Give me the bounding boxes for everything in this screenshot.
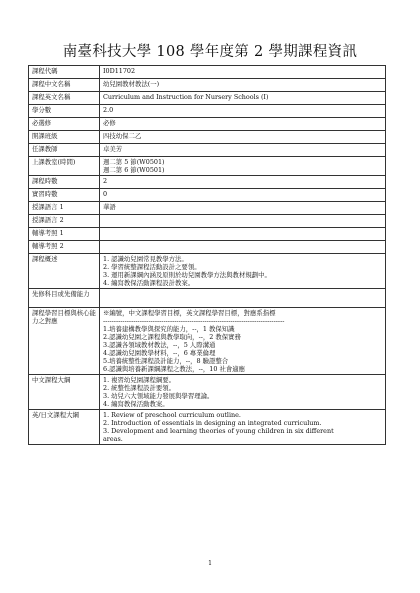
table-row (29, 215, 386, 228)
field-label: 英/日文課程大綱 (29, 410, 100, 445)
page-title: 南臺科技大學 108 學年度第 2 學期課程資訊 (62, 44, 358, 60)
field-value (100, 254, 386, 289)
field-label: 課程英文名稱 (29, 92, 100, 105)
value-line (103, 242, 382, 250)
page-number: 1 (208, 560, 212, 567)
field-value (100, 375, 386, 410)
value-line (103, 216, 382, 224)
value-line: 5.培養統整性課程設計能力，--，8 驗證整合 (103, 357, 229, 365)
value-line: 1. 複習幼兒園課程綱要。 (103, 376, 176, 384)
value-line: 華語 (103, 203, 116, 211)
value-line: I0D11702 (103, 67, 136, 75)
table-row (29, 92, 386, 105)
table-row (29, 66, 386, 79)
table-row (29, 105, 386, 118)
value-line: 四技幼保二乙 (103, 132, 142, 140)
value-line: 1.培養建構教學與探究的能力，--，1 教保知識 (103, 325, 235, 333)
field-value (100, 131, 386, 144)
value-line: 4.認識幼兒園教學材料，--，6 專業倫理 (103, 349, 216, 357)
value-line: 3. Development and learning theories of young children in six different (103, 427, 334, 435)
value-line: 4. 編寫教保活動教案。 (103, 400, 169, 408)
table-row (29, 131, 386, 144)
field-value (100, 308, 386, 375)
field-value (100, 118, 386, 131)
field-value (100, 410, 386, 445)
field-label: 先修科目或先備能力 (29, 289, 100, 308)
value-line: 1. Review of preschool curriculum outline. (103, 411, 241, 419)
table-row (29, 410, 386, 445)
value-line: 6.認識與培養新課綱課程之教法，--，10 社會適應 (103, 365, 246, 373)
field-value (100, 144, 386, 157)
field-label: 輔導考照 2 (29, 241, 100, 254)
value-line (103, 298, 382, 306)
field-value (100, 92, 386, 105)
value-line: 1. 認識幼兒園常見教學方法。 (103, 255, 188, 263)
value-line: 卓美芳 (103, 145, 123, 153)
value-line: areas. (103, 435, 123, 443)
field-value (100, 228, 386, 241)
field-value (100, 215, 386, 228)
field-label: 學分數 (29, 105, 100, 118)
value-line: 4. 編寫教保活動課程設計教案。 (103, 279, 195, 287)
field-value (100, 157, 386, 176)
value-line (103, 290, 382, 298)
field-value (100, 202, 386, 215)
field-label: 課程中文名稱 (29, 79, 100, 92)
value-line: 幼兒園教材教法(一) (103, 80, 160, 88)
value-line: 3. 幼兒六大領域能力發展與學習理論。 (103, 392, 214, 400)
table-row (29, 157, 386, 176)
value-line: 必修 (103, 119, 116, 127)
table-row (29, 189, 386, 202)
field-label: 課程學習目標與核心能力之對應 (29, 308, 100, 375)
field-label: 必選修 (29, 118, 100, 131)
value-line: 週二第 6 節(W0501) (103, 166, 165, 174)
field-value (100, 66, 386, 79)
table-row (29, 375, 386, 410)
value-line: 2. 學習統整課程活動設計之要領。 (103, 263, 201, 271)
table-row (29, 144, 386, 157)
field-value (100, 289, 386, 308)
table-row (29, 254, 386, 289)
field-label: 授課語言 2 (29, 215, 100, 228)
field-label: 輔導考照 1 (29, 228, 100, 241)
value-line: ------------------------------------------------------------------------------------ (103, 317, 285, 325)
value-line: 週二第 5 節(W0501) (103, 158, 165, 166)
field-label: 課程時數 (29, 176, 100, 189)
field-label: 任課教師 (29, 144, 100, 157)
table-row (29, 308, 386, 375)
value-line (103, 229, 382, 237)
table-row (29, 176, 386, 189)
value-line: ※編號，中文課程學習目標，英文課程學習目標，對應系指標 (103, 309, 276, 317)
value-line: 2. 統整性課程設計要領。 (103, 384, 176, 392)
table-row (29, 289, 386, 308)
field-value (100, 105, 386, 118)
field-label: 上課教室(時間) (29, 157, 100, 176)
field-label: 實習時數 (29, 189, 100, 202)
field-value (100, 79, 386, 92)
field-value (100, 176, 386, 189)
field-label: 課程代碼 (29, 66, 100, 79)
value-line: 2.0 (103, 106, 114, 114)
table-row (29, 118, 386, 131)
field-label: 授課語言 1 (29, 202, 100, 215)
value-line: Curriculum and Instruction for Nursery Schools (I) (103, 93, 269, 101)
course-info-table (28, 65, 386, 445)
table-row (29, 241, 386, 254)
table-row (29, 228, 386, 241)
table-row (29, 202, 386, 215)
value-line: 2.認識幼兒園之課程與教學取向，--，2 教保實務 (103, 333, 241, 341)
value-line: 2. Introduction of essentials in designing an integrated curriculum. (103, 419, 322, 427)
field-value (100, 189, 386, 202)
value-line: 0 (103, 190, 108, 198)
field-label: 課程概述 (29, 254, 100, 289)
value-line: 2 (103, 177, 108, 185)
value-line: 3.認識各領域教材教法，--，5 人際溝通 (103, 341, 216, 349)
field-value (100, 241, 386, 254)
table-row (29, 79, 386, 92)
field-label: 開課班級 (29, 131, 100, 144)
field-label: 中文課程大綱 (29, 375, 100, 410)
value-line: 3. 運用新課綱內涵及原則於幼兒園教學方法與教材規劃中。 (103, 271, 271, 279)
